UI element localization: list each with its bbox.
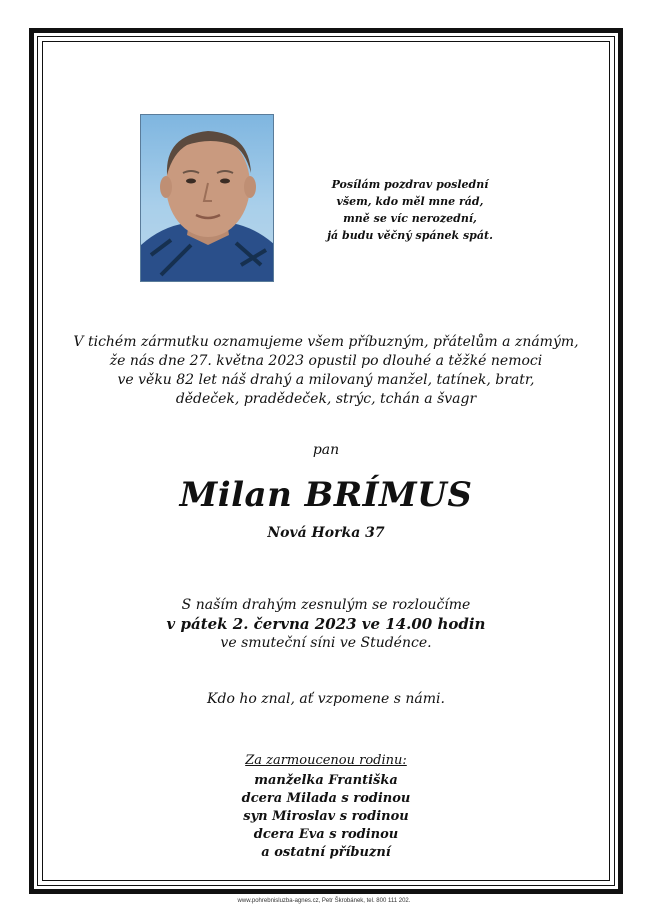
announcement-line: ve věku 82 let náš drahý a milovaný manžel, tatínek, bratr, [117,372,535,388]
family-heading: Za zarmoucenou rodinu: [245,753,407,768]
family-member: dcera Eva s rodinou [253,827,399,842]
memory-line: Kdo ho znal, ať vzpomene s námi. [207,691,445,707]
deceased-name: Milan BRÍMUS [179,475,473,515]
funeral-datetime: v pátek 2. června 2023 ve 14.00 hodin [166,615,486,633]
funeral-place: ve smuteční síni ve Studénce. [220,635,432,651]
family-member: manželka Františka [254,773,398,788]
family-member: syn Miroslav s rodinou [243,809,409,824]
announcement-line: dědeček, pradědeček, strýc, tchán a švagr [175,391,477,407]
funeral-service-footer: www.pohrebnisluzba-agnes.cz, Petr Škrobánek, tel. 800 111 202. [237,898,411,904]
funeral-intro: S naším drahým zesnulým se rozloučíme [181,597,471,613]
portrait-photo [140,114,274,282]
honorific: pan [312,442,340,458]
poem-line: všem, kdo měl mne rád, [336,195,484,208]
death-announcement [44,333,608,409]
family-member: dcera Milada s rodinou [241,791,411,806]
poem-line: já budu věčný spánek spát. [327,229,493,242]
poem-line: mně se víc nerozední, [343,212,477,225]
announcement-line: že nás dne 27. května 2023 opustil po dlouhé a těžké nemoci [109,353,543,369]
poem-line: Posílám pozdrav poslední [331,178,489,191]
farewell-poem [290,176,530,244]
announcement-line: V tichém zármutku oznamujeme všem příbuzným, přátelům a známým, [73,334,579,350]
funeral-details [44,596,608,653]
family-signature [44,752,608,862]
family-member: a ostatní příbuzní [261,845,391,860]
deceased-address: Nová Horka 37 [267,525,385,541]
